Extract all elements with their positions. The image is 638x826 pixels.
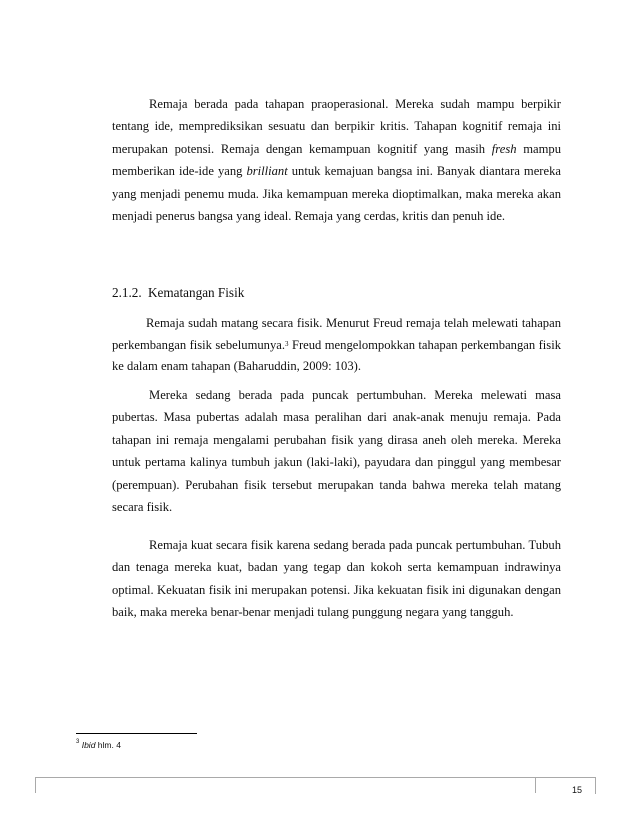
para4-text: Remaja kuat secara fisik karena sedang berada pada puncak pertumbuhan. Tubuh dan tenaga mereka kuat, badan yang tegap dan kokoh serta kemampuan indrawinya optimal. Kekuatan fisik ini merupakan potensi. Jika kekuatan fisik ini digunakan dengan baik, maka mereka benar-benar menjadi tulang punggung negara yang tangguh. — [112, 538, 561, 620]
footnote-marker: 3 — [76, 739, 80, 745]
para1-italic-fresh: fresh — [491, 141, 517, 156]
footnote-reference[interactable]: 3 — [285, 339, 289, 348]
footer-page-box — [535, 777, 576, 793]
para1-italic-brilliant: brilliant — [246, 164, 288, 179]
section-number: 2.1.2. — [112, 285, 142, 300]
para2-text-b: Freud mengelompokkan tahapan perkembangan fisik ke dalam enam tahapan (Baharuddin, 2009: 103). — [112, 337, 561, 373]
para2-text-a: Remaja sudah matang secara fisik. Menurut Freud remaja telah melewati tahapan perkembangan fisik sebelumunya. — [112, 316, 561, 352]
footer-border — [35, 777, 596, 794]
section-heading — [112, 285, 244, 301]
footnote — [76, 740, 121, 750]
section-title: Kematangan Fisik — [148, 285, 245, 300]
footnote-separator — [76, 733, 197, 734]
footnote-text: hlm. 4 — [95, 740, 121, 750]
page-number: 15 — [572, 785, 583, 795]
para1-text-b: mampu memberikan ide-ide yang — [112, 141, 561, 179]
footer-left-tick — [35, 777, 36, 793]
footnote-ibid: Ibid — [81, 740, 96, 750]
para1-text-c: untuk kemajuan bangsa ini. Banyak diantara mereka yang menjadi penemu muda. Jika kemampuan mereka dioptimalkan, maka mereka akan menjadi penerus bangsa yang ideal. Remaja yang cerdas, kritis dan penuh ide. — [112, 164, 561, 224]
paragraph-kuat-fisik — [112, 534, 561, 624]
para3-text: Mereka sedang berada pada puncak pertumbuhan. Mereka melewati masa pubertas. Masa pubertas adalah masa peralihan dari anak-anak menuju remaja. Pada tahapan ini remaja mengalami perubahan fisik yang dirasa aneh oleh mereka. Mereka untuk pertama kalinya tumbuh jakun (laki-laki), payudara dan pinggul yang membesar (perempuan). Perubahan fisik tersebut merupakan tanda bahwa mereka telah matang secara fisik. — [112, 388, 561, 515]
paragraph-remaja-kognitif — [112, 93, 561, 227]
page-footer — [35, 777, 595, 793]
para1-text-a: Remaja berada pada tahapan praoperasional. Mereka sudah mampu berpikir tentang ide, memprediksikan sesuatu dan berpikir kritis. Tahapan kognitif remaja ini merupakan potensi. Remaja dengan kemampuan kognitif yang masih — [112, 97, 561, 156]
paragraph-matang-fisik — [112, 313, 561, 378]
paragraph-puncak-pertumbuhan — [112, 384, 561, 518]
